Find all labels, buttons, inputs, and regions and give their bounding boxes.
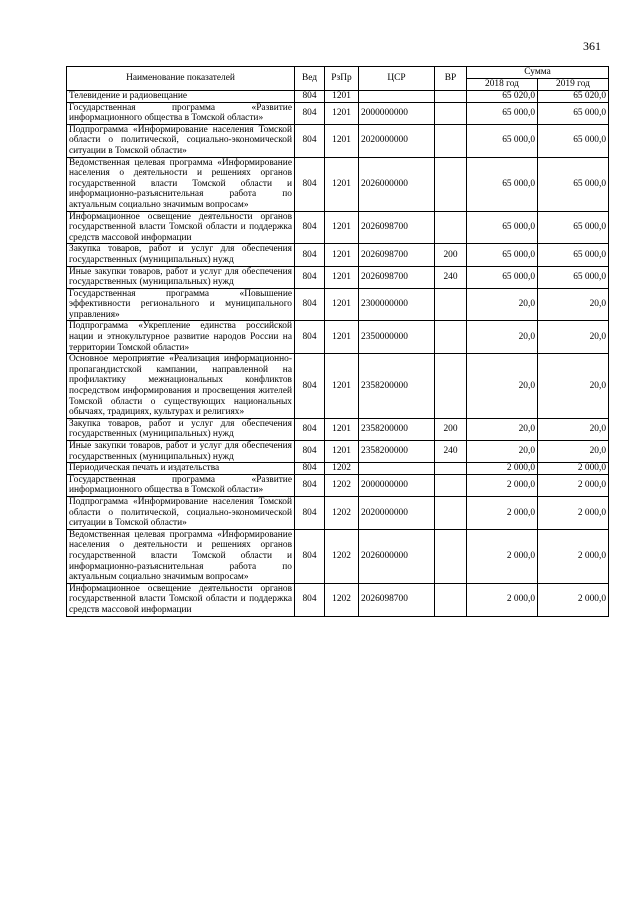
cell-sum-2018: 65 000,0 [467,157,538,211]
table-row [67,288,609,321]
cell-name: Ведомственная целевая программа «Информирование населения о деятельности и решениях органов государственной власти Томской области и информационно-разъяснительная работа по актуальным социально значимым вопросам» [67,157,295,211]
cell-vr [435,463,467,475]
cell-rzpr: 1202 [325,474,359,496]
cell-ved: 804 [295,244,325,266]
cell-vr [435,583,467,616]
cell-ved: 804 [295,583,325,616]
cell-name: Закупка товаров, работ и услуг для обеспечения государственных (муниципальных) нужд [67,244,295,266]
cell-sum-2019: 2 000,0 [538,463,609,475]
table-row [67,321,609,354]
header-csr: ЦСР [359,67,435,91]
cell-csr [359,463,435,475]
cell-csr: 2000000000 [359,102,435,124]
cell-csr [359,91,435,103]
cell-sum-2019: 2 000,0 [538,583,609,616]
header-rzpr: РзПр [325,67,359,91]
cell-sum-2019: 65 000,0 [538,211,609,244]
cell-name: Основное мероприятие «Реализация информационно-пропагандистской кампании, направленной на профилактику межнациональных конфликтов посредством информирования и просвещения жителей Томской области о существующих национальных обычаях, традициях, культурах и религиях» [67,354,295,419]
cell-ved: 804 [295,266,325,288]
cell-csr: 2000000000 [359,474,435,496]
table-row [67,463,609,475]
cell-ved: 804 [295,474,325,496]
cell-csr: 2026098700 [359,244,435,266]
header-ved: Вед [295,67,325,91]
cell-name: Государственная программа «Повышение эффективности регионального и муниципального управления» [67,288,295,321]
header-year-2019: 2019 год [538,79,609,91]
cell-rzpr: 1201 [325,288,359,321]
cell-sum-2018: 20,0 [467,288,538,321]
cell-sum-2018: 65 000,0 [467,244,538,266]
cell-ved: 804 [295,321,325,354]
cell-sum-2019: 20,0 [538,418,609,440]
cell-csr: 2300000000 [359,288,435,321]
cell-ved: 804 [295,157,325,211]
cell-vr [435,529,467,583]
cell-ved: 804 [295,354,325,419]
table-row [67,244,609,266]
table-row [67,418,609,440]
cell-rzpr: 1201 [325,441,359,463]
cell-ved: 804 [295,124,325,157]
cell-csr: 2020000000 [359,124,435,157]
cell-name: Ведомственная целевая программа «Информирование населения о деятельности и решениях органов государственной власти Томской области и информационно-разъяснительная работа по актуальным социально значимым вопросам» [67,529,295,583]
cell-name: Государственная программа «Развитие информационного общества в Томской области» [67,102,295,124]
cell-csr: 2358200000 [359,441,435,463]
cell-sum-2019: 2 000,0 [538,474,609,496]
cell-sum-2019: 20,0 [538,441,609,463]
cell-sum-2018: 2 000,0 [467,583,538,616]
cell-sum-2018: 20,0 [467,354,538,419]
cell-name: Подпрограмма «Информирование населения Томской области о политической, социально-экономической ситуации в Томской области» [67,124,295,157]
cell-rzpr: 1201 [325,211,359,244]
cell-name: Подпрограмма «Информирование населения Томской области о политической, социально-экономической ситуации в Томской области» [67,496,295,529]
cell-name: Закупка товаров, работ и услуг для обеспечения государственных (муниципальных) нужд [67,418,295,440]
table-row [67,441,609,463]
cell-ved: 804 [295,463,325,475]
cell-sum-2019: 20,0 [538,288,609,321]
cell-ved: 804 [295,418,325,440]
cell-name: Периодическая печать и издательства [67,463,295,475]
cell-sum-2019: 2 000,0 [538,496,609,529]
cell-rzpr: 1201 [325,354,359,419]
cell-vr [435,474,467,496]
table-row [67,529,609,583]
table-row [67,266,609,288]
table-row [67,124,609,157]
cell-sum-2018: 20,0 [467,321,538,354]
cell-ved: 804 [295,91,325,103]
cell-rzpr: 1202 [325,496,359,529]
cell-sum-2018: 2 000,0 [467,529,538,583]
cell-sum-2018: 20,0 [467,441,538,463]
cell-vr [435,102,467,124]
cell-sum-2019: 65 000,0 [538,244,609,266]
cell-sum-2018: 2 000,0 [467,496,538,529]
cell-ved: 804 [295,288,325,321]
cell-vr [435,288,467,321]
cell-vr: 200 [435,244,467,266]
cell-rzpr: 1201 [325,102,359,124]
cell-csr: 2026000000 [359,529,435,583]
cell-vr [435,124,467,157]
cell-sum-2018: 65 000,0 [467,266,538,288]
cell-name: Государственная программа «Развитие информационного общества в Томской области» [67,474,295,496]
cell-csr: 2026098700 [359,266,435,288]
cell-vr [435,157,467,211]
table-row [67,91,609,103]
cell-csr: 2020000000 [359,496,435,529]
cell-csr: 2358200000 [359,354,435,419]
cell-name: Телевидение и радиовещание [67,91,295,103]
cell-sum-2018: 2 000,0 [467,474,538,496]
table-body [67,91,609,617]
cell-ved: 804 [295,102,325,124]
cell-sum-2018: 65 000,0 [467,124,538,157]
table-row [67,496,609,529]
header-sum: Сумма [467,67,609,79]
cell-name: Иные закупки товаров, работ и услуг для обеспечения государственных (муниципальных) нужд [67,441,295,463]
cell-csr: 2026098700 [359,583,435,616]
cell-sum-2018: 20,0 [467,418,538,440]
cell-csr: 2026098700 [359,211,435,244]
cell-sum-2018: 65 020,0 [467,91,538,103]
cell-ved: 804 [295,529,325,583]
table-row [67,102,609,124]
cell-ved: 804 [295,496,325,529]
cell-rzpr: 1201 [325,157,359,211]
cell-sum-2018: 65 000,0 [467,211,538,244]
cell-vr: 240 [435,441,467,463]
cell-rzpr: 1201 [325,244,359,266]
cell-csr: 2358200000 [359,418,435,440]
cell-sum-2019: 65 000,0 [538,157,609,211]
table-row [67,211,609,244]
cell-sum-2019: 20,0 [538,321,609,354]
cell-sum-2019: 65 020,0 [538,91,609,103]
table-header [67,67,609,91]
cell-rzpr: 1201 [325,91,359,103]
cell-vr [435,211,467,244]
cell-rzpr: 1201 [325,418,359,440]
header-name: Наименование показателей [67,67,295,91]
cell-rzpr: 1202 [325,529,359,583]
cell-rzpr: 1202 [325,583,359,616]
cell-ved: 804 [295,211,325,244]
cell-name: Иные закупки товаров, работ и услуг для обеспечения государственных (муниципальных) нужд [67,266,295,288]
cell-sum-2019: 65 000,0 [538,266,609,288]
cell-sum-2018: 65 000,0 [467,102,538,124]
table-row [67,583,609,616]
cell-rzpr: 1201 [325,124,359,157]
cell-sum-2019: 2 000,0 [538,529,609,583]
cell-name: Информационное освещение деятельности органов государственной власти Томской области и поддержка средств массовой информации [67,211,295,244]
cell-vr: 240 [435,266,467,288]
header-vr: ВР [435,67,467,91]
cell-vr: 200 [435,418,467,440]
table-row [67,474,609,496]
cell-vr [435,91,467,103]
cell-sum-2019: 20,0 [538,354,609,419]
cell-rzpr: 1202 [325,463,359,475]
cell-vr [435,354,467,419]
cell-name: Информационное освещение деятельности органов государственной власти Томской области и поддержка средств массовой информации [67,583,295,616]
table-row [67,157,609,211]
page-number: 361 [583,39,601,53]
cell-vr [435,321,467,354]
cell-csr: 2026000000 [359,157,435,211]
header-year-2018: 2018 год [467,79,538,91]
cell-sum-2019: 65 000,0 [538,102,609,124]
table-row [67,354,609,419]
cell-sum-2018: 2 000,0 [467,463,538,475]
cell-name: Подпрограмма «Укрепление единства российской нации и этнокультурное развитие народов России на территории Томской области» [67,321,295,354]
cell-csr: 2350000000 [359,321,435,354]
cell-ved: 804 [295,441,325,463]
budget-table [66,66,609,617]
cell-sum-2019: 65 000,0 [538,124,609,157]
cell-vr [435,496,467,529]
cell-rzpr: 1201 [325,321,359,354]
cell-rzpr: 1201 [325,266,359,288]
